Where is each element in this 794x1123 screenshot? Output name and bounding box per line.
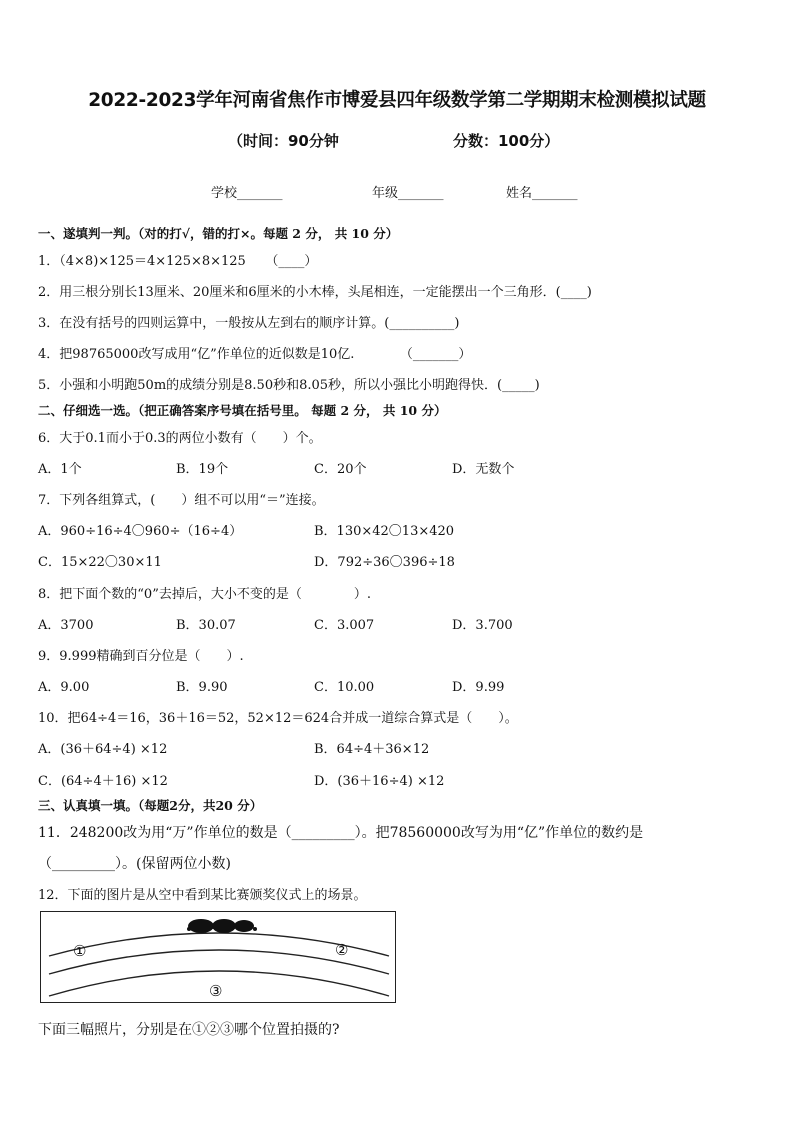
grade-field: 年级_______: [372, 186, 444, 201]
q8-option-b: B．30.07: [176, 618, 236, 633]
q8-option-d: D．3.700: [452, 618, 513, 633]
q8-option-c: C．3.007: [314, 618, 375, 633]
q10-option-b: B．64÷4＋36×12: [314, 742, 430, 757]
question-11-line2: （_________）。(保留两位小数): [38, 856, 231, 872]
section1-heading: 一、遂填判一判。（对的打√，错的打×。每题 2 分， 共 10 分）: [38, 226, 399, 241]
q10-option-c: C．(64÷4＋16) ×12: [38, 774, 168, 789]
exam-time: （时间：90分钟: [228, 132, 339, 150]
award-ceremony-figure: [40, 911, 396, 1003]
position-label-3: ③: [209, 982, 223, 1000]
question-3: 3．在没有括号的四则运算中，一般按从左到右的顺序计算。(__________): [38, 316, 460, 331]
section2-heading: 二、仔细选一选。（把正确答案序号填在括号里。 每题 2 分， 共 10 分）: [38, 403, 447, 418]
question-7: 7．下列各组算式，( ）组不可以用“＝”连接。: [38, 493, 325, 508]
q10-option-a: A．(36＋64÷4) ×12: [38, 742, 168, 757]
question-6: 6．大于0.1而小于0.3的两位小数有（ ）个。: [38, 431, 322, 446]
question-4: 4．把98765000改写成用“亿”作单位的近似数是10亿. （_______）: [38, 347, 472, 362]
page-title: 2022-2023学年河南省焦作市博爱县四年级数学第二学期期末检测模拟试题: [88, 90, 706, 111]
q7-option-c: C．15×22〇30×11: [38, 555, 162, 570]
q7-option-a: A．960÷16÷4〇960÷（16÷4）: [38, 524, 243, 539]
q8-option-a: A．3700: [38, 618, 94, 633]
question-8: 8．把下面个数的“0”去掉后，大小不变的是（ ）.: [38, 587, 371, 602]
q9-option-c: C．10.00: [314, 680, 375, 695]
q7-option-b: B．130×42〇13×420: [314, 524, 455, 539]
exam-score: 分数：100分）: [453, 132, 560, 150]
question-12: 12．下面的图片是从空中看到某比赛颁奖仪式上的场景。: [38, 888, 367, 903]
question-2: 2．用三根分别长13厘米、20厘米和6厘米的小木棒，头尾相连，一定能摆出一个三角形．(____): [38, 285, 592, 300]
question-1: 1．（4×8)×125＝4×125×8×125 （____）: [38, 254, 318, 269]
q9-option-a: A．9.00: [38, 680, 90, 695]
question-12-prompt: 下面三幅照片，分别是在①②③哪个位置拍摄的?: [38, 1022, 340, 1038]
question-10: 10．把64÷4＝16，36＋16＝52，52×12＝624合并成一道综合算式是（ ）。: [38, 711, 518, 726]
name-field: 姓名_______: [506, 186, 578, 201]
q10-option-d: D．(36＋16÷4) ×12: [314, 774, 445, 789]
q6-option-b: B．19个: [176, 462, 229, 477]
podium-people-icon: [187, 919, 257, 933]
q6-option-c: C．20个: [314, 462, 367, 477]
position-label-2: ②: [335, 941, 349, 959]
q7-option-d: D．792÷36〇396÷18: [314, 555, 455, 570]
question-11-line1: 11．248200改为用“万”作单位的数是（_________）。把78560000改写为用“亿”作单位的数约是: [38, 825, 644, 841]
q9-option-b: B．9.90: [176, 680, 228, 695]
q6-option-d: D．无数个: [452, 462, 515, 477]
question-5: 5．小强和小明跑50m的成绩分别是8.50秒和8.05秒，所以小强比小明跑得快．(_____): [38, 378, 540, 393]
position-label-1: ①: [73, 942, 87, 960]
q9-option-d: D．9.99: [452, 680, 505, 695]
section3-heading: 三、认真填一填。（每题2分，共20 分）: [38, 798, 263, 813]
school-field: 学校_______: [211, 186, 283, 201]
question-9: 9．9.999精确到百分位是（ ）.: [38, 649, 244, 664]
q6-option-a: A．1个: [38, 462, 82, 477]
